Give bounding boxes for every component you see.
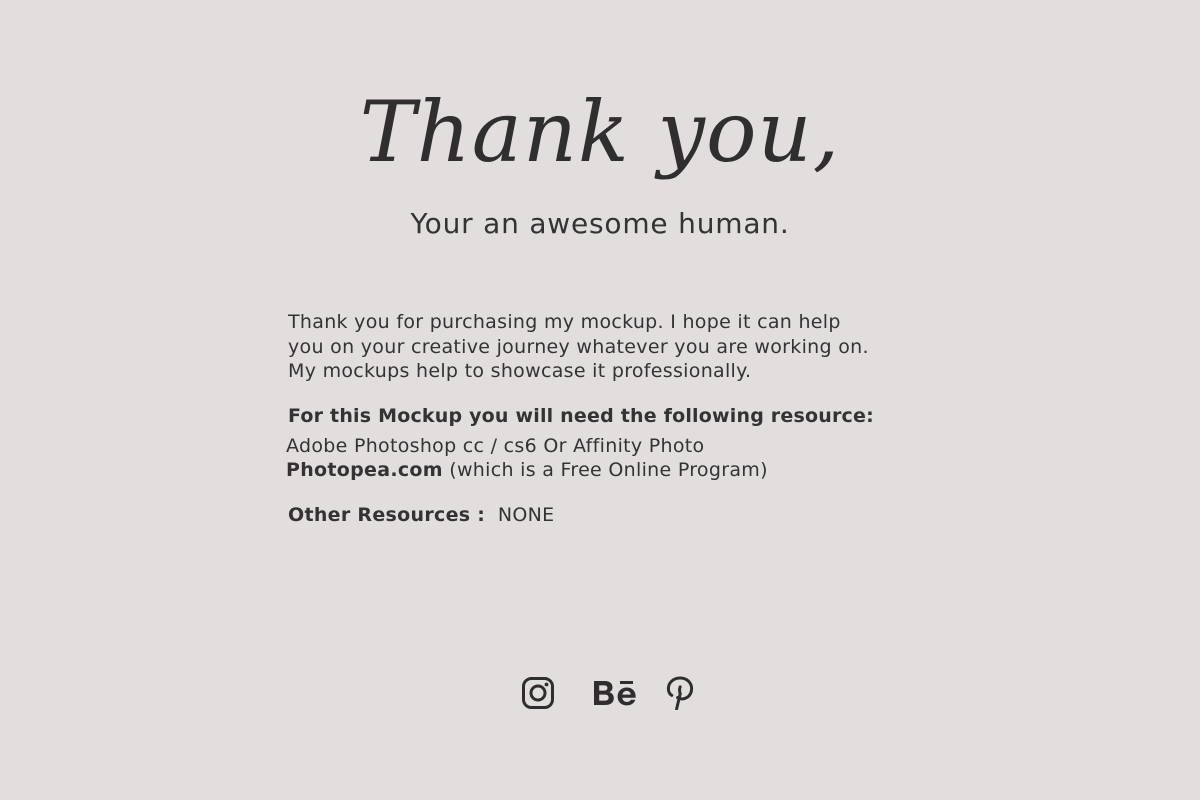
instagram-link[interactable]	[520, 675, 556, 711]
photopea-link-text: Photopea.com	[286, 459, 443, 481]
social-links	[520, 675, 696, 711]
requirements-heading: For this Mockup you will need the following resource:	[288, 404, 874, 427]
other-resources-value: NONE	[497, 503, 555, 526]
behance-icon	[592, 678, 640, 708]
message-body	[288, 310, 928, 527]
instagram-icon	[521, 676, 555, 710]
pinterest-icon	[666, 676, 694, 710]
pinterest-link[interactable]	[664, 675, 696, 711]
subtitle: Your an awesome human.	[410, 207, 790, 240]
software-requirement: Adobe Photoshop cc / cs6 Or Affinity Photo	[286, 434, 705, 457]
intro-line: Thank you for purchasing my mockup. I hope it can help	[288, 311, 841, 333]
intro-line: you on your creative journey whatever you are working on.	[288, 335, 869, 358]
intro-line: My mockups help to showcase it professionally.	[288, 360, 752, 382]
other-resources-label: Other Resources :	[288, 503, 486, 526]
other-resources	[288, 503, 928, 527]
intro-paragraph	[288, 310, 928, 384]
thank-you-title: Thank you,	[359, 83, 841, 181]
behance-link[interactable]	[590, 675, 642, 711]
alternative-requirement	[286, 458, 928, 483]
photopea-note: (which is a Free Online Program)	[442, 459, 768, 481]
requirements-list	[286, 434, 928, 483]
